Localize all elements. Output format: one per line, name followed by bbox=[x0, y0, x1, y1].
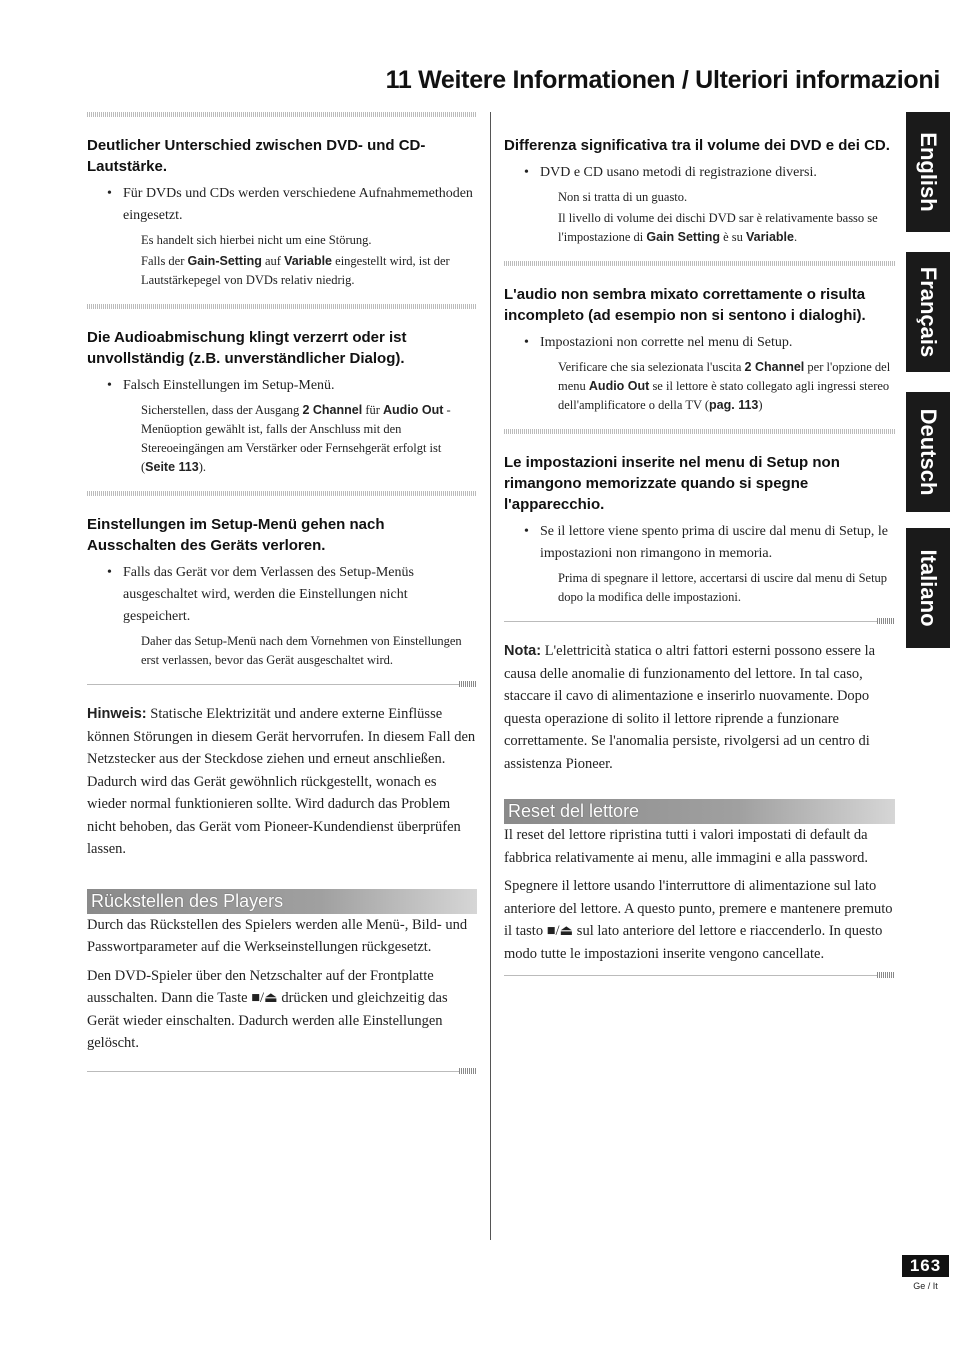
troubleshoot-item bbox=[87, 135, 477, 290]
item-heading: L'audio non sembra mixato correttamente o risulta incompleto (ad esempio non si sentono i dialoghi). bbox=[504, 286, 866, 324]
note: Hinweis: Statische Elektrizität und andere externe Einflüsse können Störungen in diesem Gerät hervorrufen. In diesem Fall den Netzstecker aus der Steckdose ziehen und erneut anschließen. Dadurch wird das Gerät gewöhnlich rückgestellt, wonach es wieder normal funktionieren sollte. Wird dadurch das Problem nicht behoben, das Gerät vom Pioneer-Kundendienst überprüfen lassen. bbox=[87, 706, 476, 857]
item-heading: Le impostazioni inserite nel menu di Setup non rimangono memorizzate quando si spegne l'apparecchio. bbox=[504, 454, 840, 513]
tab-english[interactable]: English bbox=[906, 112, 950, 232]
italian-column bbox=[504, 112, 895, 976]
section-end-rule bbox=[504, 621, 895, 622]
reset-paragraph: Den DVD-Spieler über den Netzschalter auf der Frontplatte ausschalten. Dann die Taste ■/⏏ drücken und gleichzeitig das Gerät wieder einschalten. Dadurch werden alle Einstellungen gelöscht. bbox=[87, 967, 448, 1051]
item-heading: Differenza significativa tra il volume dei DVD e dei CD. bbox=[504, 137, 890, 154]
item-heading: Die Audioabmischung klingt verzerrt oder ist unvollständig (z.B. unverständlicher Dialog). bbox=[87, 329, 407, 367]
item-heading: Einstellungen im Setup-Menü gehen nach Ausschalten des Geräts verloren. bbox=[87, 516, 385, 554]
note: Nota: L'elettricità statica o altri fattori esterni possono essere la causa delle anomalie di funzionamento del lettore. In tal caso, staccare il cavo di alimentazione e inserirlo nuovamente. Dopo questa operazione di solito il lettore riprende a funzionare correttamente. Se l'anomalia persiste, rivolgersi ad un centro di assistenza Pioneer. bbox=[504, 643, 876, 772]
reset-heading: Reset del lettore bbox=[504, 799, 895, 824]
section-divider bbox=[87, 304, 477, 309]
section-divider bbox=[504, 261, 895, 266]
item-cause: • Se il lettore viene spento prima di uscire dal menu di Setup, le impostazioni non rimangono in memoria. bbox=[504, 521, 895, 565]
item-detail: Daher das Setup-Menü nach dem Vornehmen von Einstellungen erst verlassen, bevor das Gerät ausgeschaltet wird. bbox=[141, 634, 462, 667]
item-cause: • Falls das Gerät vor dem Verlassen des Setup-Menüs ausgeschaltet wird, werden die Einstellungen nicht gespeichert. bbox=[87, 562, 477, 628]
reset-paragraph: Durch das Rückstellen des Spielers werden alle Menü-, Bild- und Passwortparameter auf die Werkseinstellungen rückgesetzt. bbox=[87, 916, 468, 955]
item-detail: Sicherstellen, dass der Ausgang 2 Channel für Audio Out -Menüoption gewählt ist, falls der Anschluss mit den Stereoeingängen am Verstärker oder Fernsehgerät erfolgt ist (Seite 113). bbox=[141, 403, 451, 474]
item-detail: Prima di spegnare il lettore, accertarsi di uscire dal menu di Setup dopo la modifica delle impostazioni. bbox=[558, 571, 888, 604]
item-heading: Deutlicher Unterschied zwischen DVD- und CD-Lautstärke. bbox=[87, 137, 426, 175]
reset-paragraph: Spegnere il lettore usando l'interruttore di alimentazione sul lato anteriore del lettore. A questo punto, premere e mantenere premuto il tasto ■/⏏ sul lato anteriore del lettore e riaccenderlo. In questo modo tutte le impostazioni inserite vengono cancellate. bbox=[504, 878, 893, 962]
troubleshoot-item bbox=[87, 514, 477, 670]
section-end-rule bbox=[504, 975, 895, 976]
troubleshoot-item bbox=[504, 284, 895, 415]
column-divider bbox=[490, 112, 491, 1240]
item-cause: • DVD e CD usano metodi di registrazione diversi. bbox=[504, 162, 895, 184]
tab-francais[interactable]: Français bbox=[906, 252, 950, 372]
troubleshoot-item bbox=[87, 327, 477, 477]
tab-deutsch[interactable]: Deutsch bbox=[906, 392, 950, 512]
section-end-rule bbox=[87, 1071, 477, 1072]
reset-paragraph: Il reset del lettore ripristina tutti i valori impostati di default da fabbrica relativamente ai menu, alle immagini e alla password. bbox=[504, 827, 868, 866]
section-divider bbox=[504, 429, 895, 434]
item-detail: Verificare che sia selezionata l'uscita 2 Channel per l'opzione del menu Audio Out se il lettore è stato collegato agli ingressi stereo dell'amplificatore o della TV (pag. 113) bbox=[558, 360, 891, 412]
page-number: 163 bbox=[902, 1255, 949, 1277]
item-cause: • Falsch Einstellungen im Setup-Menü. bbox=[87, 375, 477, 397]
troubleshoot-item bbox=[504, 452, 895, 607]
item-cause: • Impostazioni non corrette nel menu di Setup. bbox=[504, 332, 895, 354]
item-detail: Il livello di volume dei dischi DVD sar è relativamente basso se l'impostazione di Gain Setting è su Variable. bbox=[558, 211, 878, 244]
german-column bbox=[87, 112, 477, 1072]
tab-italiano[interactable]: Italiano bbox=[906, 528, 950, 648]
section-divider bbox=[87, 112, 477, 117]
reset-heading: Rückstellen des Players bbox=[87, 889, 477, 914]
page-title: 11 Weitere Informationen / Ulteriori informazioni bbox=[385, 66, 940, 94]
item-detail: Es handelt sich hierbei nicht um eine Störung. bbox=[141, 233, 372, 247]
section-divider bbox=[87, 491, 477, 496]
item-detail: Falls der Gain-Setting auf Variable eingestellt wird, ist der Lautstärkepegel von DVDs relativ niedrig. bbox=[141, 254, 450, 287]
item-cause: • Für DVDs und CDs werden verschiedene Aufnahmemethoden eingesetzt. bbox=[87, 183, 477, 227]
section-end-rule bbox=[87, 684, 477, 685]
item-detail: Non si tratta di un guasto. bbox=[558, 190, 688, 204]
troubleshoot-item bbox=[504, 135, 895, 247]
language-code: Ge / It bbox=[913, 1281, 938, 1291]
